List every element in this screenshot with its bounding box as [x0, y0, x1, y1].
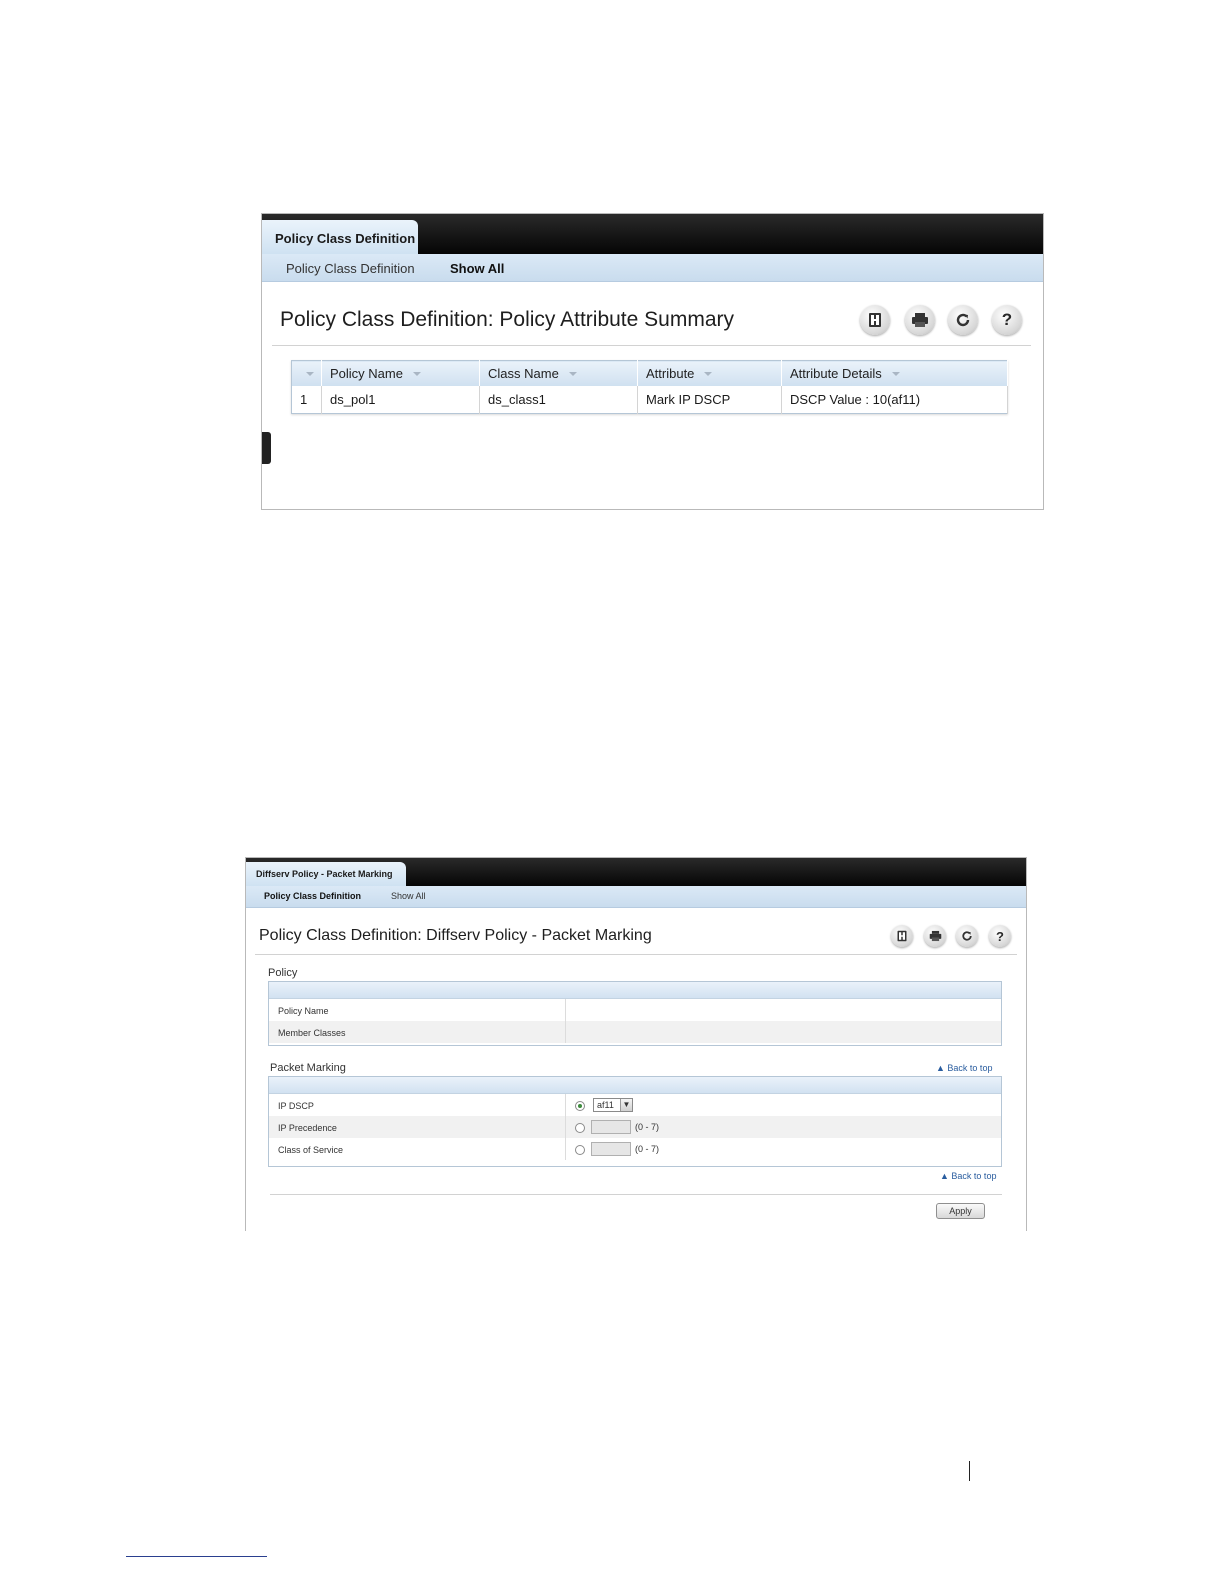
chevron-down-icon: ▼ — [620, 1099, 632, 1111]
subnav-show-all[interactable]: Show All — [391, 891, 426, 901]
page-title: Policy Class Definition: Policy Attribute Summary — [280, 308, 734, 331]
member-classes-value — [565, 1021, 1001, 1043]
section-header — [269, 982, 1001, 999]
packet-marking-section-label: Packet Marking — [270, 1062, 346, 1074]
policy-attribute-summary-panel — [261, 213, 1044, 510]
print-icon[interactable] — [924, 925, 946, 947]
refresh-icon[interactable] — [948, 305, 978, 335]
column-header-policy-name[interactable]: Policy Name — [322, 361, 480, 386]
title-divider — [272, 345, 1031, 346]
table-row[interactable] — [292, 386, 1008, 414]
help-icon[interactable]: ? — [989, 925, 1011, 947]
title-divider — [255, 954, 1017, 955]
subnav-policy-class-definition[interactable]: Policy Class Definition — [264, 891, 362, 901]
back-to-top-link[interactable]: ▲ Back to top — [936, 1063, 993, 1073]
column-header-class-name[interactable]: Class Name — [480, 361, 638, 386]
save-icon[interactable] — [860, 305, 890, 335]
subnav-policy-class-definition[interactable]: Policy Class Definition — [286, 261, 415, 276]
help-icon[interactable]: ? — [992, 305, 1022, 335]
ip-precedence-range: (0 - 7) — [635, 1122, 660, 1132]
class-name-cell: ds_class1 — [480, 386, 638, 414]
ip-precedence-input[interactable] — [591, 1120, 631, 1134]
column-header-index[interactable] — [292, 361, 322, 386]
side-collapse-handle[interactable] — [262, 432, 271, 464]
packet-marking-section — [268, 1076, 1002, 1167]
column-header-attribute-details[interactable]: Attribute Details — [782, 361, 1008, 386]
ip-dscp-row — [269, 1094, 1001, 1116]
save-icon[interactable] — [891, 925, 913, 947]
member-classes-row — [269, 1021, 1001, 1043]
class-of-service-input[interactable] — [591, 1142, 631, 1156]
back-to-top-link[interactable]: ▲ Back to top — [940, 1171, 997, 1181]
class-of-service-radio[interactable] — [575, 1145, 585, 1155]
ip-precedence-row — [269, 1116, 1001, 1138]
apply-button[interactable]: Apply — [936, 1203, 985, 1219]
refresh-icon[interactable] — [956, 925, 978, 947]
policy-name-value — [565, 999, 1001, 1021]
ip-dscp-radio[interactable] — [575, 1101, 585, 1111]
policy-name-cell: ds_pol1 — [322, 386, 480, 414]
column-header-attribute[interactable]: Attribute — [638, 361, 782, 386]
policy-attribute-table — [291, 360, 1008, 414]
policy-name-label: Policy Name — [278, 1006, 329, 1016]
print-icon[interactable] — [905, 305, 935, 335]
policy-section — [268, 981, 1002, 1046]
class-of-service-range: (0 - 7) — [635, 1144, 660, 1154]
tab-diffserv-policy-packet-marking[interactable]: Diffserv Policy - Packet Marking — [246, 862, 406, 886]
sub-navigation — [246, 886, 1026, 908]
class-of-service-row — [269, 1138, 1001, 1160]
packet-marking-panel — [245, 857, 1027, 1231]
footer-rule — [126, 1556, 267, 1557]
tab-policy-class-definition[interactable]: Policy Class Definition — [262, 220, 418, 254]
policy-section-label: Policy — [268, 967, 298, 979]
policy-name-row — [269, 999, 1001, 1021]
footer-divider — [270, 1194, 1002, 1195]
table-header-row — [292, 361, 1008, 386]
ip-precedence-radio[interactable] — [575, 1123, 585, 1133]
class-of-service-label: Class of Service — [278, 1145, 344, 1155]
subnav-show-all[interactable]: Show All — [450, 261, 505, 276]
ip-dscp-label: IP DSCP — [278, 1101, 314, 1111]
page-title: Policy Class Definition: Diffserv Policy - Packet Marking — [259, 927, 652, 944]
section-header — [269, 1077, 1001, 1094]
member-classes-label: Member Classes — [278, 1028, 346, 1038]
ip-precedence-label: IP Precedence — [278, 1123, 337, 1133]
page-number-separator — [969, 1461, 970, 1481]
attribute-details-cell: DSCP Value : 10(af11) — [782, 386, 1008, 414]
ip-dscp-select[interactable]: af11 ▼ — [593, 1098, 633, 1112]
sub-navigation — [262, 254, 1043, 282]
row-index: 1 — [292, 386, 322, 414]
attribute-cell: Mark IP DSCP — [638, 386, 782, 414]
